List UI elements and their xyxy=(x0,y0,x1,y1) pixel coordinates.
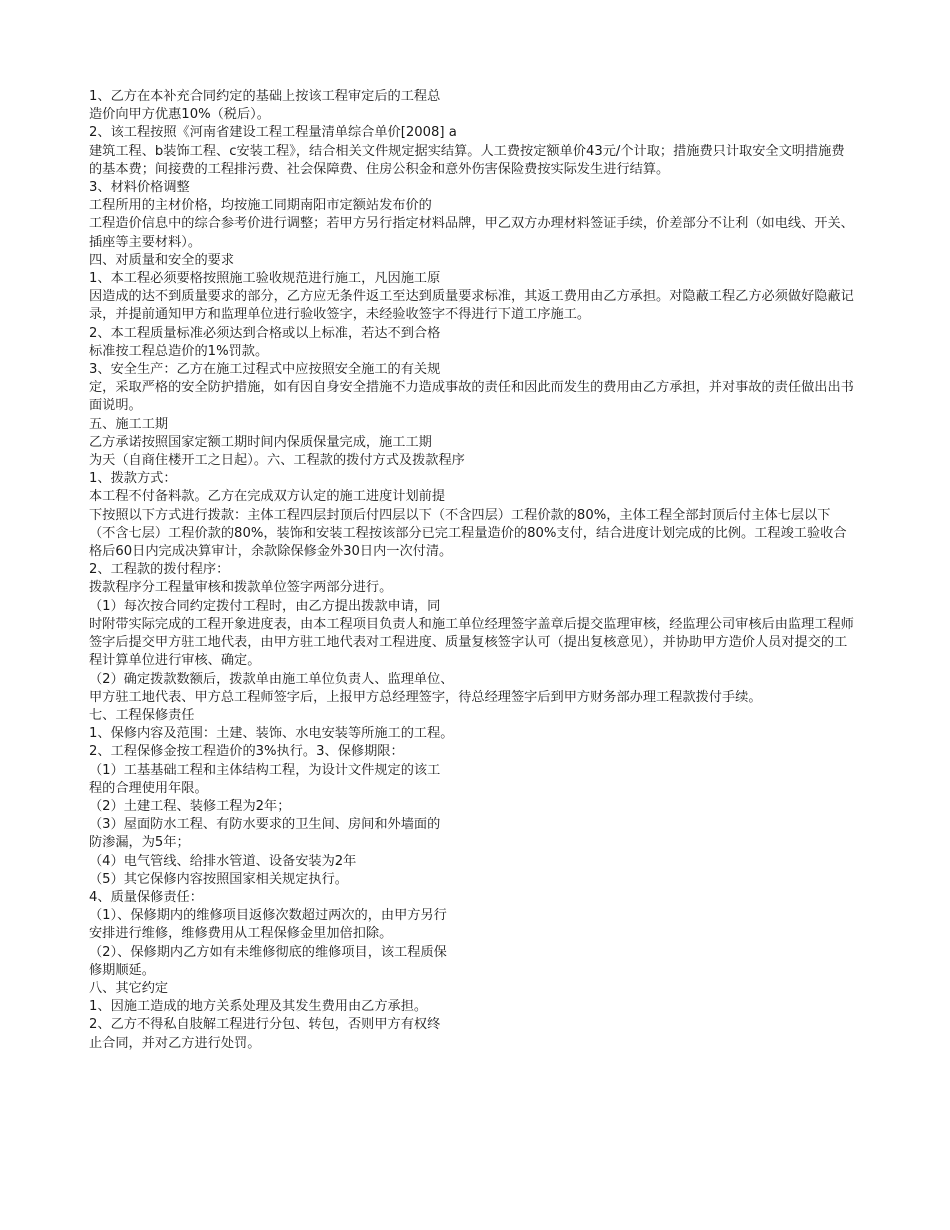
text-line: 造价向甲方优惠10%（税后）。 xyxy=(89,107,270,123)
text-line: 1、拨款方式： xyxy=(89,471,177,487)
text-paragraph: 定，采取严格的安全防护措施，如有因自身安全措施不力造成事故的责任和因此而发生的费用由乙方承担，并对事故的责任做出出书面说明。 xyxy=(89,380,854,414)
text-line: 4、质量保修责任： xyxy=(89,889,203,905)
text-line: 1、本工程必须要格按照施工验收规范进行施工，凡因施工原 xyxy=(89,271,441,287)
text-paragraph: 下按照以下方式进行拨款：主体工程四层封顶后付四层以下（不含四层）工程价款的80%，主体工程全部封顶后付主体七层以下（不含七层）工程价款的80%，装饰和安装工程按该部分已完工程量造价的80%支付，结合进度计划完成的比例。工程竣工验收合格后60日内完成决算审计，余款除保修金外30日内一次付清。 xyxy=(89,507,847,560)
text-line: 修期顺延。 xyxy=(89,962,155,978)
text-line: （3）屋面防水工程、有防水要求的卫生间、房间和外墙面的 xyxy=(89,817,441,833)
text-line: 工程所用的主材价格，均按施工同期南阳市定额站发布价的 xyxy=(89,198,432,214)
text-line: （1）每次按合同约定拨付工程时，由乙方提出拨款申请，同 xyxy=(89,598,441,614)
section-heading: 四、对质量和安全的要求 xyxy=(89,252,235,268)
text-line: （2）确定拨款数额后，拨款单由施工单位负责人、监理单位、 xyxy=(89,671,454,687)
document-body xyxy=(89,88,854,1053)
text-line: 3、安全生产：乙方在施工过程式中应按照安全施工的有关规 xyxy=(89,362,441,378)
text-line: 1、乙方在本补充合同约定的基础上按该工程审定后的工程总 xyxy=(89,89,441,104)
text-line: 1、保修内容及范围：土建、装饰、水电安装等所施工的工程。 xyxy=(89,726,454,742)
text-line: 2、本工程质量标准必须达到合格或以上标准，若达不到合格 xyxy=(89,325,441,341)
text-paragraph: 因造成的达不到质量要求的部分，乙方应无条件返工至达到质量要求标准，其返工费用由乙方承担。对隐蔽工程乙方必须做好隐蔽记录，并提前通知甲方和监理单位进行验收签字，未经验收签字不得进行下道工序施工。 xyxy=(89,289,854,323)
text-line: 2、乙方不得私自肢解工程进行分包、转包，否则甲方有权终 xyxy=(89,1017,441,1033)
text-line: 2、工程保修金按工程造价的3%执行。3、保修期限： xyxy=(89,744,404,760)
text-line: （2）土建工程、装修工程为2年； xyxy=(89,798,291,814)
text-paragraph: 工程造价信息中的综合参考价进行调整；若甲方另行指定材料品牌，甲乙双方办理材料签证手续，价差部分不让利（如电线、开关、插座等主要材料）。 xyxy=(89,216,854,250)
text-line: （5）其它保修内容按照国家相关规定执行。 xyxy=(89,871,348,887)
text-line: 拨款程序分工程量审核和拨款单位签字两部分进行。 xyxy=(89,580,393,596)
text-line: 标准按工程总造价的1%罚款。 xyxy=(89,343,269,359)
text-paragraph: 甲方驻工地代表、甲方总工程师签字后，上报甲方总经理签字，待总经理签字后到甲方财务部办理工程款拨付手续。 xyxy=(89,689,762,705)
text-line: 安排进行维修，维修费用从工程保修金里加倍扣除。 xyxy=(89,926,393,942)
text-line: 止合同，并对乙方进行处罚。 xyxy=(89,1035,261,1051)
section-heading: 五、施工工期 xyxy=(89,416,169,432)
text-line: （2）、保修期内乙方如有未维修彻底的维修项目，该工程质保 xyxy=(89,944,447,960)
text-line: 乙方承诺按照国家定额工期时间内保质保量完成，施工工期 xyxy=(89,434,432,450)
text-line: 为天（自商住楼开工之日起）。六、工程款的拨付方式及拨款程序 xyxy=(89,453,465,469)
section-heading: 3、材料价格调整 xyxy=(89,180,190,196)
text-line: 1、因施工造成的地方关系处理及其发生费用由乙方承担。 xyxy=(89,999,428,1015)
text-line: 本工程不付备料款。乙方在完成双方认定的施工进度计划前提 xyxy=(89,489,446,505)
text-line: 防渗漏，为5年； xyxy=(89,835,190,851)
text-line: （4）电气管线、给排水管道、设备安装为2年 xyxy=(89,853,357,869)
section-heading: 八、其它约定 xyxy=(89,980,169,996)
text-line: 2、该工程按照《河南省建设工程工程量清单综合单价[2008] a xyxy=(89,125,457,141)
text-line: （1）、保修期内的维修项目返修次数超过两次的，由甲方另行 xyxy=(89,908,447,924)
text-line: 2、工程款的拨付程序： xyxy=(89,562,230,578)
section-heading: 七、工程保修责任 xyxy=(89,707,195,723)
text-paragraph: 建筑工程、b装饰工程、c安装工程》，结合相关文件规定据实结算。人工费按定额单价43元/个计取；措施费只计取安全文明措施费的基本费；间接费的工程排污费、社会保障费、住房公积金和意外伤害保险费按实际发生进行结算。 xyxy=(89,143,845,177)
text-paragraph: 时附带实际完成的工程开象进度表，由本工程项目负责人和施工单位经理签字盖章后提交监理审核，经监理公司审核后由监理工程师签字后提交甲方驻工地代表，由甲方驻工地代表对工程进度、质量复核签字认可（提出复核意见），并协助甲方造价人员对提交的工程计算单位进行审核、确定。 xyxy=(89,616,854,669)
text-line: 程的合理使用年限。 xyxy=(89,780,208,796)
text-line: （1）工基基础工程和主体结构工程，为设计文件规定的该工 xyxy=(89,762,441,778)
